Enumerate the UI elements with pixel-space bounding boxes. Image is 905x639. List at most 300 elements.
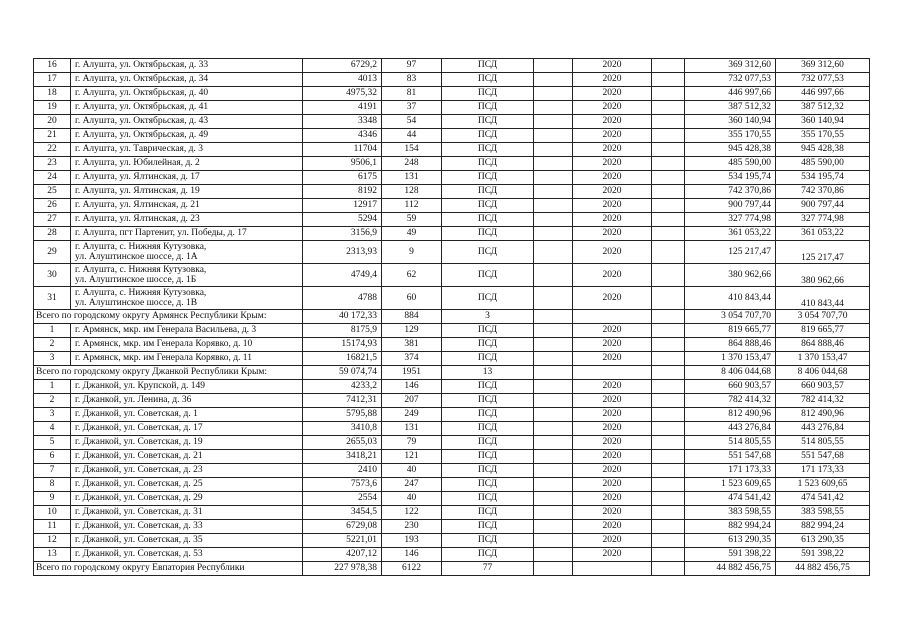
cost-total-cell: 900 797,44 <box>776 199 870 213</box>
count-cell: 49 <box>382 227 442 241</box>
cost-cell: 44 882 456,75 <box>685 562 776 576</box>
work-type-cell: ПСД <box>442 115 534 129</box>
area-cell: 3348 <box>303 115 382 129</box>
blank-cell <box>652 464 685 478</box>
blank-cell <box>652 338 685 352</box>
year-cell: 2020 <box>573 492 652 506</box>
table-row <box>34 520 870 534</box>
area-cell: 16821,5 <box>303 352 382 366</box>
address-cell: г. Алушта, ул. Октябрьская, д. 40 <box>71 87 303 101</box>
area-cell: 11704 <box>303 143 382 157</box>
area-cell: 6729,08 <box>303 520 382 534</box>
year-cell: 2020 <box>573 352 652 366</box>
cost-cell: 383 598,55 <box>685 506 776 520</box>
address-line-2: ул. Алуштинское шоссе, д. 1В <box>75 298 198 308</box>
area-cell: 6729,2 <box>303 59 382 73</box>
cost-cell: 1 370 153,47 <box>685 352 776 366</box>
work-type-cell: ПСД <box>442 548 534 562</box>
estimate-table <box>33 58 870 576</box>
blank-cell <box>534 338 573 352</box>
address-cell: г. Алушта, ул. Ялтинская, д. 23 <box>71 213 303 227</box>
blank-cell <box>652 157 685 171</box>
blank-cell <box>652 324 685 338</box>
area-cell: 7412,31 <box>303 394 382 408</box>
address-line-1: г. Алушта, с. Нижняя Кутузовка, <box>75 264 207 275</box>
address-cell: г. Джанкой, ул. Крупской, д. 149 <box>71 380 303 394</box>
area-cell: 40 172,33 <box>303 310 382 324</box>
cost-total-cell: 410 843,44 <box>776 287 870 310</box>
cost-cell: 360 140,94 <box>685 115 776 129</box>
blank-cell <box>534 213 573 227</box>
work-type-cell: ПСД <box>442 157 534 171</box>
cost-total-cell: 8 406 044,68 <box>776 366 870 380</box>
blank-cell <box>652 366 685 380</box>
total-row <box>34 562 870 576</box>
blank-cell <box>652 129 685 143</box>
area-cell: 5795,88 <box>303 408 382 422</box>
address-cell: г. Джанкой, ул. Советская, д. 23 <box>71 464 303 478</box>
table-row <box>34 408 870 422</box>
blank-cell <box>652 171 685 185</box>
count-cell: 79 <box>382 436 442 450</box>
cost-cell: 812 490,96 <box>685 408 776 422</box>
year-cell: 2020 <box>573 115 652 129</box>
address-cell: г. Армянск, мкр. им Генерала Корявко, д. 11 <box>71 352 303 366</box>
area-cell: 15174,93 <box>303 338 382 352</box>
blank-cell <box>652 213 685 227</box>
area-cell: 7573,6 <box>303 478 382 492</box>
blank-cell <box>652 548 685 562</box>
cost-total-cell: 44 882 456,75 <box>776 562 870 576</box>
year-cell: 2020 <box>573 436 652 450</box>
year-cell: 2020 <box>573 213 652 227</box>
row-number-cell: 30 <box>34 264 71 287</box>
cost-total-cell: 742 370,86 <box>776 185 870 199</box>
row-number-cell: 23 <box>34 157 71 171</box>
table-row <box>34 338 870 352</box>
cost-cell: 380 962,66 <box>685 264 776 287</box>
year-cell: 2020 <box>573 73 652 87</box>
work-type-cell: ПСД <box>442 394 534 408</box>
address-cell: г. Алушта, ул. Октябрьская, д. 49 <box>71 129 303 143</box>
year-cell: 2020 <box>573 464 652 478</box>
cost-cell: 485 590,00 <box>685 157 776 171</box>
blank-cell <box>534 59 573 73</box>
blank-cell <box>534 199 573 213</box>
work-type-cell: ПСД <box>442 73 534 87</box>
area-cell: 6175 <box>303 171 382 185</box>
area-cell: 5221,01 <box>303 534 382 548</box>
work-type-cell: ПСД <box>442 87 534 101</box>
cost-total-cell: 812 490,96 <box>776 408 870 422</box>
cost-total-cell: 369 312,60 <box>776 59 870 73</box>
year-cell: 2020 <box>573 338 652 352</box>
work-type-cell: ПСД <box>442 506 534 520</box>
year-cell: 2020 <box>573 506 652 520</box>
year-cell <box>573 366 652 380</box>
count-cell: 128 <box>382 185 442 199</box>
year-cell: 2020 <box>573 87 652 101</box>
table-row <box>34 87 870 101</box>
blank-cell <box>652 227 685 241</box>
table-row <box>34 324 870 338</box>
cost-cell: 3 054 707,70 <box>685 310 776 324</box>
cost-total-cell: 551 547,68 <box>776 450 870 464</box>
blank-cell <box>652 478 685 492</box>
count-cell: 1951 <box>382 366 442 380</box>
blank-cell <box>534 73 573 87</box>
blank-cell <box>534 492 573 506</box>
blank-cell <box>652 352 685 366</box>
table-row <box>34 59 870 73</box>
address-cell: г. Алушта, ул. Таврическая, д. 3 <box>71 143 303 157</box>
cost-total-cell: 782 414,32 <box>776 394 870 408</box>
blank-cell <box>652 520 685 534</box>
work-type-cell: ПСД <box>442 129 534 143</box>
cost-total-cell: 882 994,24 <box>776 520 870 534</box>
address-cell: г. Алушта, ул. Октябрьская, д. 33 <box>71 59 303 73</box>
cost-cell: 819 665,77 <box>685 324 776 338</box>
work-type-cell: ПСД <box>442 213 534 227</box>
area-cell: 3454,5 <box>303 506 382 520</box>
cost-cell: 882 994,24 <box>685 520 776 534</box>
cost-cell: 660 903,57 <box>685 380 776 394</box>
count-cell: 207 <box>382 394 442 408</box>
table-row <box>34 101 870 115</box>
table-row <box>34 227 870 241</box>
cost-total-cell: 360 140,94 <box>776 115 870 129</box>
blank-cell <box>534 464 573 478</box>
area-cell: 12917 <box>303 199 382 213</box>
blank-cell <box>652 287 685 310</box>
area-cell: 5294 <box>303 213 382 227</box>
year-cell: 2020 <box>573 534 652 548</box>
count-cell: 44 <box>382 129 442 143</box>
blank-cell <box>534 129 573 143</box>
year-cell: 2020 <box>573 422 652 436</box>
work-type-cell: ПСД <box>442 450 534 464</box>
area-cell: 4749,4 <box>303 264 382 287</box>
blank-cell <box>534 506 573 520</box>
table-row <box>34 115 870 129</box>
count-cell: 230 <box>382 520 442 534</box>
address-cell: г. Джанкой, ул. Ленина, д. 36 <box>71 394 303 408</box>
row-number-cell: 3 <box>34 352 71 366</box>
cost-total-cell: 474 541,42 <box>776 492 870 506</box>
blank-cell <box>534 227 573 241</box>
blank-cell <box>652 115 685 129</box>
blank-cell <box>534 287 573 310</box>
year-cell: 2020 <box>573 520 652 534</box>
row-number-cell: 22 <box>34 143 71 157</box>
count-cell: 248 <box>382 157 442 171</box>
cost-total-cell: 387 512,32 <box>776 101 870 115</box>
year-cell: 2020 <box>573 408 652 422</box>
table-row <box>34 241 870 264</box>
cost-total-cell: 485 590,00 <box>776 157 870 171</box>
work-type-cell: ПСД <box>442 143 534 157</box>
count-cell: 40 <box>382 464 442 478</box>
cost-cell: 591 398,22 <box>685 548 776 562</box>
count-cell: 121 <box>382 450 442 464</box>
cost-cell: 732 077,53 <box>685 73 776 87</box>
table-row <box>34 506 870 520</box>
cost-cell: 742 370,86 <box>685 185 776 199</box>
blank-cell <box>534 87 573 101</box>
count-cell: 249 <box>382 408 442 422</box>
count-cell: 9 <box>382 241 442 264</box>
table-row <box>34 171 870 185</box>
area-cell: 4788 <box>303 287 382 310</box>
row-number-cell: 1 <box>34 324 71 338</box>
cost-total-cell: 514 805,55 <box>776 436 870 450</box>
address-line-1: г. Алушта, с. Нижняя Кутузовка, <box>75 241 207 252</box>
count-cell: 247 <box>382 478 442 492</box>
cost-total-cell: 732 077,53 <box>776 73 870 87</box>
year-cell: 2020 <box>573 287 652 310</box>
address-cell: г. Алушта, ул. Ялтинская, д. 17 <box>71 171 303 185</box>
blank-cell <box>652 506 685 520</box>
work-type-cell: 3 <box>442 310 534 324</box>
year-cell: 2020 <box>573 59 652 73</box>
year-cell: 2020 <box>573 129 652 143</box>
cost-cell: 8 406 044,68 <box>685 366 776 380</box>
area-cell: 2410 <box>303 464 382 478</box>
count-cell: 154 <box>382 143 442 157</box>
cost-cell: 945 428,38 <box>685 143 776 157</box>
table-row <box>34 492 870 506</box>
blank-cell <box>652 264 685 287</box>
work-type-cell: ПСД <box>442 227 534 241</box>
blank-cell <box>534 264 573 287</box>
row-number-cell: 31 <box>34 287 71 310</box>
blank-cell <box>534 408 573 422</box>
year-cell: 2020 <box>573 157 652 171</box>
count-cell: 6122 <box>382 562 442 576</box>
count-cell: 374 <box>382 352 442 366</box>
row-number-cell: 8 <box>34 478 71 492</box>
area-cell: 4207,12 <box>303 548 382 562</box>
blank-cell <box>534 101 573 115</box>
row-number-cell: 2 <box>34 338 71 352</box>
work-type-cell: 13 <box>442 366 534 380</box>
cost-total-cell: 591 398,22 <box>776 548 870 562</box>
year-cell <box>573 562 652 576</box>
blank-cell <box>534 143 573 157</box>
address-line-2: ул. Алуштинское шоссе, д. 1А <box>75 252 198 262</box>
blank-cell <box>652 310 685 324</box>
area-cell: 9506,1 <box>303 157 382 171</box>
blank-cell <box>652 450 685 464</box>
cost-cell: 551 547,68 <box>685 450 776 464</box>
count-cell: 97 <box>382 59 442 73</box>
blank-cell <box>652 199 685 213</box>
cost-cell: 514 805,55 <box>685 436 776 450</box>
row-number-cell: 5 <box>34 436 71 450</box>
row-number-cell: 12 <box>34 534 71 548</box>
blank-cell <box>652 492 685 506</box>
area-cell: 4975,32 <box>303 87 382 101</box>
work-type-cell: ПСД <box>442 464 534 478</box>
work-type-cell: ПСД <box>442 380 534 394</box>
work-type-cell: ПСД <box>442 408 534 422</box>
blank-cell <box>534 185 573 199</box>
count-cell: 193 <box>382 534 442 548</box>
area-cell: 8175,9 <box>303 324 382 338</box>
row-number-cell: 20 <box>34 115 71 129</box>
year-cell <box>573 310 652 324</box>
area-cell: 59 074,74 <box>303 366 382 380</box>
count-cell: 81 <box>382 87 442 101</box>
address-cell: г. Джанкой, ул. Советская, д. 29 <box>71 492 303 506</box>
year-cell: 2020 <box>573 450 652 464</box>
total-label-cell: Всего по городскому округу Джанкой Республики Крым: <box>34 366 303 380</box>
year-cell: 2020 <box>573 185 652 199</box>
blank-cell <box>652 87 685 101</box>
cost-cell: 864 888,46 <box>685 338 776 352</box>
row-number-cell: 25 <box>34 185 71 199</box>
blank-cell <box>534 562 573 576</box>
work-type-cell: ПСД <box>442 324 534 338</box>
work-type-cell: ПСД <box>442 101 534 115</box>
count-cell: 381 <box>382 338 442 352</box>
work-type-cell: ПСД <box>442 352 534 366</box>
blank-cell <box>534 534 573 548</box>
count-cell: 54 <box>382 115 442 129</box>
blank-cell <box>652 534 685 548</box>
year-cell: 2020 <box>573 394 652 408</box>
total-row <box>34 310 870 324</box>
cost-total-cell: 534 195,74 <box>776 171 870 185</box>
address-cell <box>71 287 303 310</box>
table-row <box>34 422 870 436</box>
cost-cell: 446 997,66 <box>685 87 776 101</box>
blank-cell <box>652 394 685 408</box>
area-cell: 8192 <box>303 185 382 199</box>
work-type-cell: ПСД <box>442 287 534 310</box>
table-row <box>34 143 870 157</box>
blank-cell <box>534 478 573 492</box>
row-number-cell: 2 <box>34 394 71 408</box>
row-number-cell: 16 <box>34 59 71 73</box>
address-cell: г. Джанкой, ул. Советская, д. 21 <box>71 450 303 464</box>
count-cell: 122 <box>382 506 442 520</box>
table-row <box>34 436 870 450</box>
blank-cell <box>534 157 573 171</box>
count-cell: 60 <box>382 287 442 310</box>
row-number-cell: 17 <box>34 73 71 87</box>
row-number-cell: 28 <box>34 227 71 241</box>
cost-total-cell: 171 173,33 <box>776 464 870 478</box>
year-cell: 2020 <box>573 199 652 213</box>
table-row <box>34 464 870 478</box>
cost-cell: 534 195,74 <box>685 171 776 185</box>
blank-cell <box>652 436 685 450</box>
blank-cell <box>534 422 573 436</box>
cost-cell: 171 173,33 <box>685 464 776 478</box>
year-cell: 2020 <box>573 264 652 287</box>
cost-cell: 327 774,98 <box>685 213 776 227</box>
work-type-cell: ПСД <box>442 436 534 450</box>
year-cell: 2020 <box>573 380 652 394</box>
table-row <box>34 548 870 562</box>
cost-cell: 613 290,35 <box>685 534 776 548</box>
row-number-cell: 4 <box>34 422 71 436</box>
row-number-cell: 29 <box>34 241 71 264</box>
cost-cell: 1 523 609,65 <box>685 478 776 492</box>
work-type-cell: ПСД <box>442 199 534 213</box>
area-cell: 4013 <box>303 73 382 87</box>
work-type-cell: ПСД <box>442 171 534 185</box>
work-type-cell: ПСД <box>442 422 534 436</box>
year-cell: 2020 <box>573 478 652 492</box>
row-number-cell: 13 <box>34 548 71 562</box>
address-line-1: г. Алушта, с. Нижняя Кутузовка, <box>75 287 207 298</box>
address-cell <box>71 264 303 287</box>
cost-cell: 355 170,55 <box>685 129 776 143</box>
row-number-cell: 27 <box>34 213 71 227</box>
address-cell: г. Алушта, пгт Партенит, ул. Победы, д. 17 <box>71 227 303 241</box>
count-cell: 129 <box>382 324 442 338</box>
work-type-cell: ПСД <box>442 338 534 352</box>
address-cell <box>71 241 303 264</box>
work-type-cell: ПСД <box>442 520 534 534</box>
total-row <box>34 366 870 380</box>
count-cell: 112 <box>382 199 442 213</box>
blank-cell <box>534 548 573 562</box>
year-cell: 2020 <box>573 101 652 115</box>
count-cell: 146 <box>382 548 442 562</box>
count-cell: 59 <box>382 213 442 227</box>
address-cell: г. Джанкой, ул. Советская, д. 1 <box>71 408 303 422</box>
table-row <box>34 287 870 310</box>
area-cell: 3418,21 <box>303 450 382 464</box>
cost-total-cell: 945 428,38 <box>776 143 870 157</box>
table-row <box>34 213 870 227</box>
table-row <box>34 380 870 394</box>
table-row <box>34 129 870 143</box>
blank-cell <box>534 394 573 408</box>
count-cell: 83 <box>382 73 442 87</box>
table-row <box>34 394 870 408</box>
area-cell: 2313,93 <box>303 241 382 264</box>
cost-total-cell: 355 170,55 <box>776 129 870 143</box>
address-cell: г. Алушта, ул. Ялтинская, д. 21 <box>71 199 303 213</box>
cost-total-cell: 1 370 153,47 <box>776 352 870 366</box>
count-cell: 37 <box>382 101 442 115</box>
area-cell: 3410,8 <box>303 422 382 436</box>
row-number-cell: 6 <box>34 450 71 464</box>
table-row <box>34 352 870 366</box>
address-line-2: ул. Алуштинское шоссе, д. 1Б <box>75 275 197 285</box>
row-number-cell: 7 <box>34 464 71 478</box>
count-cell: 40 <box>382 492 442 506</box>
row-number-cell: 24 <box>34 171 71 185</box>
address-cell: г. Джанкой, ул. Советская, д. 33 <box>71 520 303 534</box>
cost-total-cell: 125 217,47 <box>776 241 870 264</box>
cost-cell: 369 312,60 <box>685 59 776 73</box>
year-cell: 2020 <box>573 171 652 185</box>
address-cell: г. Джанкой, ул. Советская, д. 17 <box>71 422 303 436</box>
cost-total-cell: 361 053,22 <box>776 227 870 241</box>
table-row <box>34 199 870 213</box>
work-type-cell: ПСД <box>442 492 534 506</box>
cost-total-cell: 327 774,98 <box>776 213 870 227</box>
address-cell: г. Джанкой, ул. Советская, д. 35 <box>71 534 303 548</box>
cost-cell: 443 276,84 <box>685 422 776 436</box>
work-type-cell: ПСД <box>442 185 534 199</box>
cost-cell: 387 512,32 <box>685 101 776 115</box>
